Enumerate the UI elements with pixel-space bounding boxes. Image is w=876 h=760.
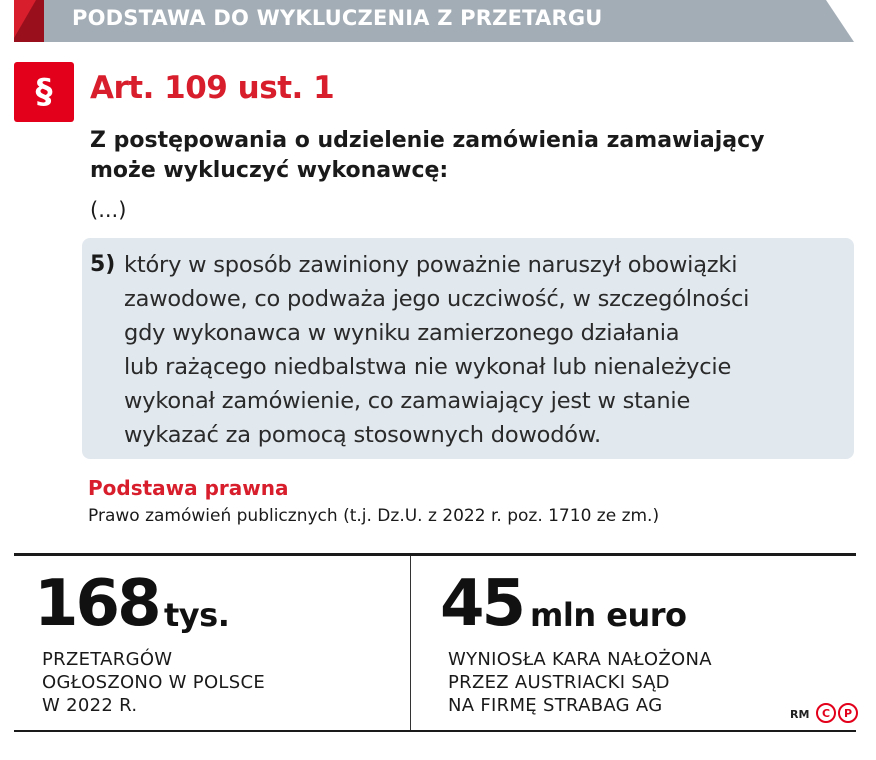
stat-number: 168	[34, 567, 159, 641]
author-credit: RM	[790, 708, 810, 721]
banner-title: PODSTAWA DO WYKLUCZENIA Z PRZETARGU	[72, 6, 603, 30]
point-line: wykazać za pomocą stosownych dowodów.	[124, 422, 601, 448]
stat-unit: mln euro	[530, 596, 687, 634]
copyright-icon	[816, 703, 858, 723]
legal-basis-text: Prawo zamówień publicznych (t.j. Dz.U. z 2022 r. poz. 1710 ze zm.)	[88, 506, 660, 526]
article-title: Art. 109 ust. 1	[90, 70, 335, 106]
point-line: który w sposób zawiniony poważnie naruszył obowiązki	[124, 252, 738, 278]
stats-divider	[410, 556, 411, 730]
stat-description	[42, 648, 265, 717]
intro-line: Z postępowania o udzielenie zamówienia zamawiający	[90, 128, 765, 153]
stat-desc-line: OGŁOSZONO W POLSCE	[42, 672, 266, 693]
point-number: 5)	[90, 252, 116, 277]
stat-desc-line: WYNIOSŁA KARA NAŁOŻONA	[448, 649, 712, 670]
point-line: gdy wykonawca w wyniku zamierzonego działania	[124, 320, 680, 346]
stats-bottom-rule	[14, 730, 856, 732]
stat-unit: tys.	[164, 596, 230, 634]
intro-line: może wykluczyć wykonawcę:	[90, 158, 449, 183]
quoted-point-box	[82, 238, 854, 459]
stat-number: 45	[440, 567, 524, 641]
stat-desc-line: PRZEZ AUSTRIACKI SĄD	[448, 672, 670, 693]
stat-description	[448, 648, 712, 717]
omission-mark: (...)	[90, 198, 127, 222]
stat-desc-line: NA FIRMĘ STRABAG AG	[448, 695, 663, 716]
point-line: wykonał zamówienie, co zamawiający jest w stanie	[124, 388, 691, 414]
stat-desc-line: W 2022 R.	[42, 695, 138, 716]
paragraph-sign-badge: §	[14, 62, 74, 122]
copyright-p-icon: P	[838, 703, 858, 723]
header-banner	[14, 0, 854, 42]
point-text	[124, 248, 849, 452]
point-line: lub rażącego niedbalstwa nie wykonał lub nienależycie	[124, 354, 732, 380]
stat-desc-line: PRZETARGÓW	[42, 649, 173, 670]
point-line: zawodowe, co podważa jego uczciwość, w szczególności	[124, 286, 750, 312]
legal-basis-label: Podstawa prawna	[88, 476, 289, 500]
copyright-c-icon: C	[816, 703, 836, 723]
stats-top-rule	[14, 553, 856, 556]
article-intro	[90, 126, 810, 186]
